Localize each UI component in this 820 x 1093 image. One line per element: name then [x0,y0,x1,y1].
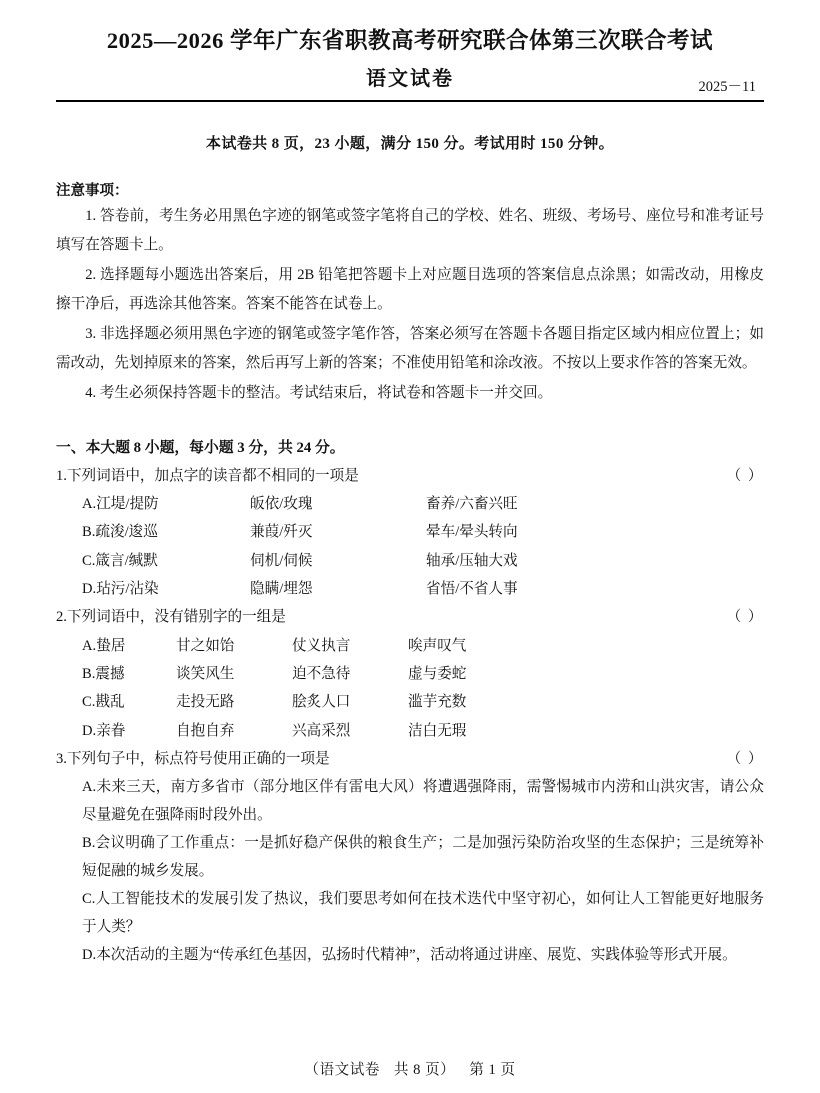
option-text: 伺机/伺候 [250,552,313,569]
footer-page-number: 第 1 页 [469,1062,516,1078]
option-label: B. [82,665,96,682]
option-item[interactable] [56,829,764,885]
option-text: 谈笑风生 [176,665,235,682]
option-text: 脍炙人口 [292,694,351,711]
option-text: 省悟/不省人事 [426,581,518,598]
option-text: 迫不急待 [292,665,351,682]
option-text: 皈依/玫瑰 [250,495,313,512]
option-label: C. [82,694,96,711]
option-text: 仗义执言 [292,637,351,654]
option-label: B. [82,524,96,541]
answer-brackets: （ ） [726,609,764,626]
page-title: 2025—2026 学年广东省职教高考研究联合体第三次联合考试 [106,28,714,53]
option-text: 兴高采烈 [292,722,351,739]
option-text: 虚与委蛇 [408,665,467,682]
header-block [56,26,764,102]
option-text: 人工智能技术的发展引发了热议，我们要思考如何在技术迭代中坚守初心，如何让人工智能更好地服务于人类？ [82,891,764,936]
option-text: 唉声叹气 [408,637,467,654]
option-text: 江堤/提防 [96,495,159,512]
exam-date: 2025－11 [698,79,756,96]
question-text: 下列词语中，没有错别字的一组是 [66,609,286,626]
option-text: 洁白无瑕 [408,722,467,739]
option-text: 轴承/压轴大戏 [426,552,518,569]
option-text: 甘之如饴 [176,637,235,654]
option-label: D. [82,581,97,598]
option-text: 兼葭/歼灭 [250,524,313,541]
notice-item: 2. 选择题每小题选出答案后，用 2B 铅笔把答题卡上对应题目选项的答案信息点涂黑；如需改动，用橡皮擦干净后，再选涂其他答案。答案不能答在试卷上。 [56,267,764,312]
question-stem [56,745,764,773]
option-item[interactable] [56,885,764,941]
option-label: B. [82,835,96,852]
question-stem [56,603,764,631]
option-row[interactable] [56,490,764,518]
answer-brackets: （ ） [726,751,764,768]
option-text: 蛰居 [96,637,126,654]
option-text: 畜养/六畜兴旺 [426,495,518,512]
question-number: 1. [56,467,67,484]
page-subtitle: 语文试卷 [366,68,454,91]
option-label: D. [82,722,97,739]
notice-item: 1. 答卷前，考生务必用黑色字迹的钢笔或签字笔将自己的学校、姓名、班级、考场号、座位号和准考证号填写在答题卡上。 [56,208,764,253]
option-text: 会议明确了工作重点：一是抓好稳产保供的粮食生产；二是加强污染防治攻坚的生态保护；三是统筹补短促融的城乡发展。 [82,835,764,880]
option-item[interactable] [56,941,764,969]
option-text: 玷污/沾染 [96,581,159,598]
option-row[interactable] [56,688,764,716]
option-row[interactable] [56,518,764,546]
option-label: D. [82,947,97,964]
option-row[interactable] [56,717,764,745]
option-label: C. [82,891,96,908]
page-footer [0,1058,820,1079]
option-label: A. [82,779,97,796]
option-text: 隐瞒/埋怨 [250,581,313,598]
notice-heading: 注意事项： [56,183,129,200]
footer-total-pages: 共 8 页） [393,1062,456,1078]
option-row[interactable] [56,660,764,688]
option-row[interactable] [56,547,764,575]
option-text: 震撼 [95,665,125,682]
option-text: 走投无路 [176,694,235,711]
question-number: 3. [56,751,67,768]
notice-item: 4. 考生必须保持答题卡的整洁。考试结束后，将试卷和答题卡一并交回。 [85,385,553,402]
question-text: 下列句子中，标点符号使用正确的一项是 [66,751,330,768]
section-heading: 一、本大题 8 小题，每小题 3 分，共 24 分。 [56,439,345,456]
option-item[interactable] [56,773,764,829]
option-text: 本次活动的主题为“传承红色基因，弘扬时代精神”，活动将通过讲座、展览、实践体验等形式开展。 [96,947,737,964]
option-row[interactable] [56,632,764,660]
option-text: 未来三天，南方多省市（部分地区伴有雷电大风）将遭遇强降雨，需警惕城市内涝和山洪灾害，请公众尽量避免在强降雨时段外出。 [82,779,764,824]
footer-subject: （语文试卷 [304,1062,380,1078]
question-stem [56,462,764,490]
option-label: A. [82,495,97,512]
option-text: 箴言/缄默 [95,552,158,569]
option-text: 滥芋充数 [408,694,467,711]
option-label: C. [82,552,96,569]
answer-brackets: （ ） [726,467,764,484]
option-text: 疏浚/逡巡 [95,524,158,541]
option-label: A. [82,637,97,654]
question-text: 下列词语中，加点字的读音都不相同的一项是 [66,467,359,484]
option-text: 自抱自弃 [176,722,235,739]
question-number: 2. [56,609,67,626]
exam-info: 本试卷共 8 页，23 小题，满分 150 分。考试用时 150 分钟。 [205,136,615,153]
option-text: 晕车/晕头转向 [426,524,518,541]
option-text: 戡乱 [95,694,125,711]
notice-item: 3. 非选择题必须用黑色字迹的钢笔或签字笔作答，答案必须写在答题卡各题目指定区域内相应位置上；如需改动，先划掉原来的答案，然后再写上新的答案；不准使用铅笔和涂改液。不按以上要求作答的答案无效。 [56,326,764,371]
option-text: 亲眷 [96,722,126,739]
option-row[interactable] [56,575,764,603]
